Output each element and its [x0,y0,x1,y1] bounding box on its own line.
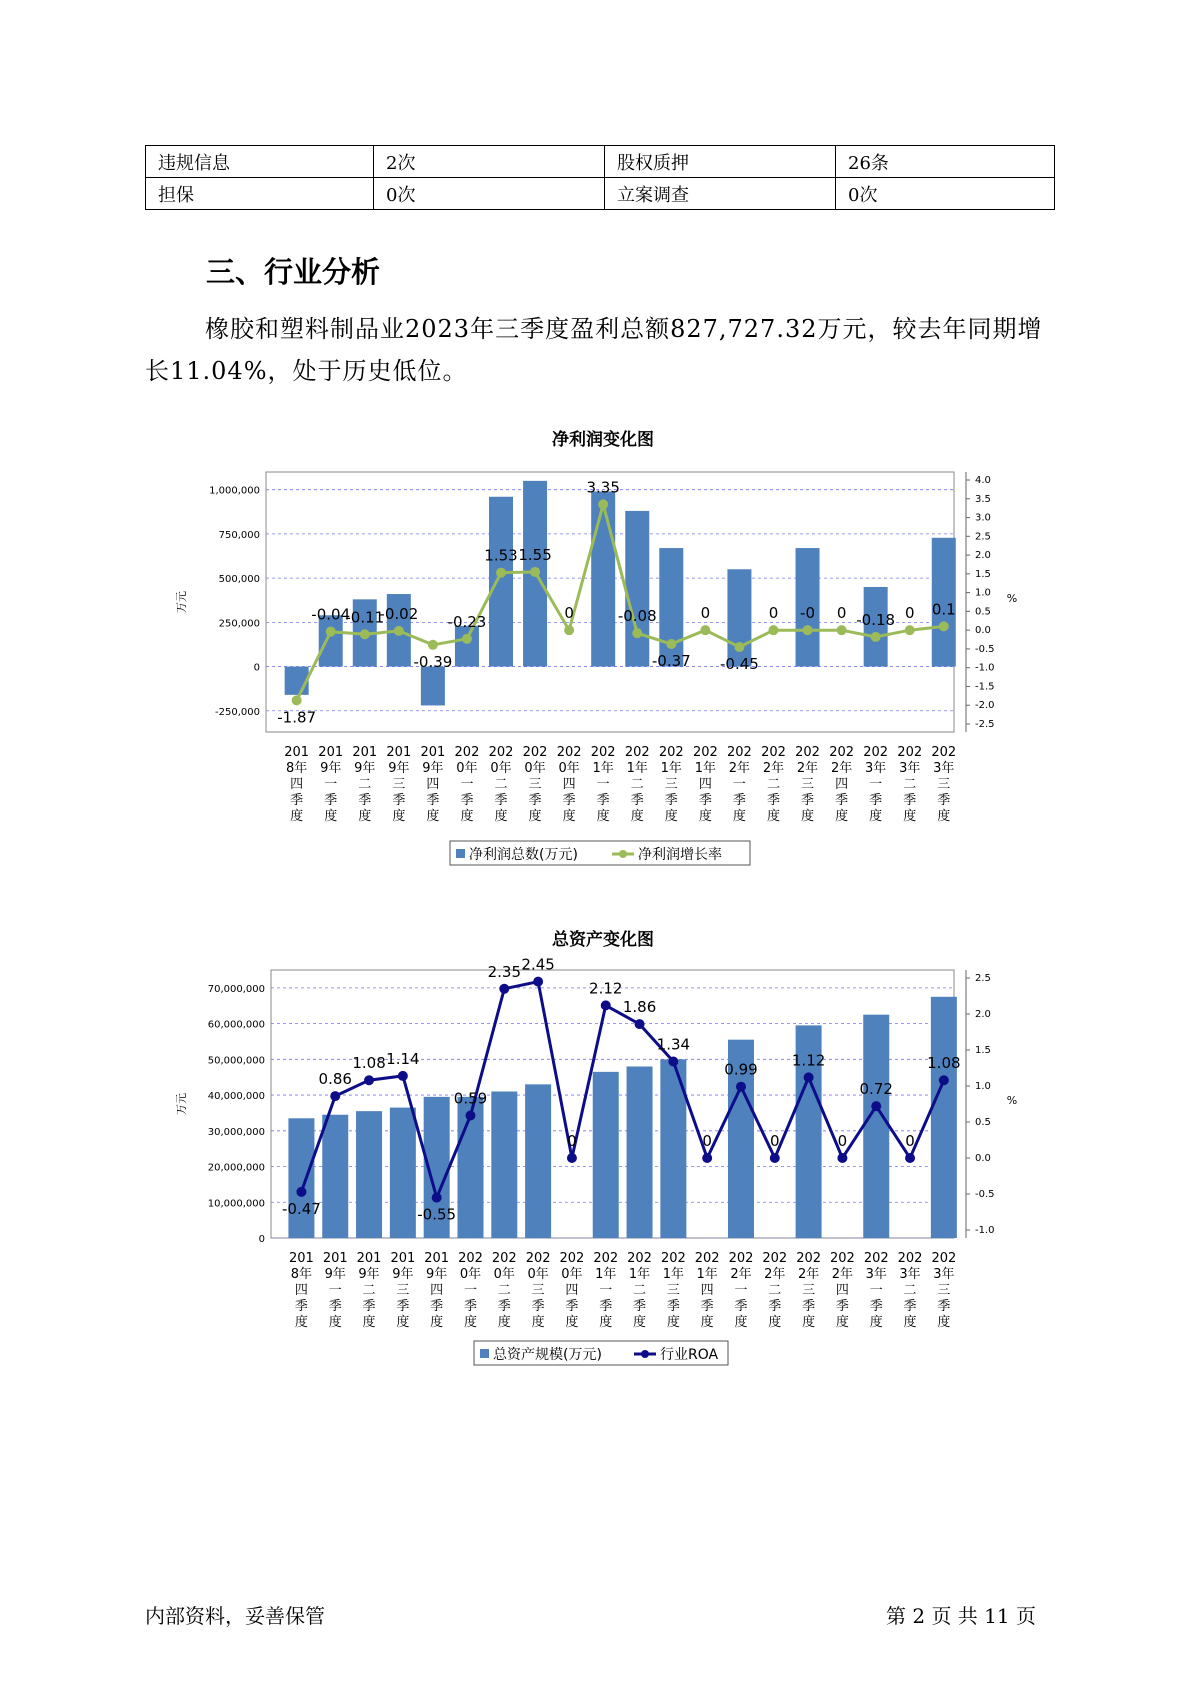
info-table [145,145,1055,210]
bar [491,1091,517,1238]
data-label: 0 [904,604,915,623]
x-tick-label: 202 0年三季度 [522,745,548,824]
y-tick-label: 1,000,000 [209,485,260,497]
table-cell: 违规信息 [146,146,374,178]
x-tick-label: 202 0年二季度 [488,745,514,824]
footer-right: 第 2 页 共 11 页 [886,1604,1036,1628]
data-label: 2.12 [589,979,623,998]
x-tick-label: 201 9年三季度 [386,745,412,824]
legend-swatch-bar [480,1349,489,1358]
y-tick-label: 50,000,000 [207,1055,265,1067]
bar [627,1066,653,1238]
bar [931,997,957,1238]
line-point [702,1153,712,1163]
line-point [734,642,744,652]
x-tick-label: 201 9年一季度 [322,1251,348,1330]
table-row [146,178,1055,210]
y-axis-label: 万元 [175,591,188,613]
bar [625,511,649,667]
table-cell: 26条 [836,146,1055,178]
y-tick-label: 30,000,000 [207,1126,265,1138]
data-label: -0 [800,604,816,623]
data-label: 0.72 [859,1080,893,1099]
data-label: 2.45 [521,955,555,974]
line-point [635,1019,645,1029]
line-point [871,632,881,642]
x-tick-label: 201 9年三季度 [390,1251,416,1330]
line-point [462,634,472,644]
legend-label-line: 净利润增长率 [638,847,722,863]
table-cell: 2次 [374,146,605,178]
line-point [564,625,574,635]
y-tick-label: 500,000 [218,574,260,586]
line-point [530,567,540,577]
y2-tick-label: 1.0 [975,1081,991,1092]
y2-tick-label: 1.5 [975,568,991,580]
legend-swatch-bar [456,849,465,858]
data-label: 0 [768,604,779,623]
table-cell: 0次 [374,178,605,210]
bar [390,1108,416,1238]
line-point [770,1153,780,1163]
x-tick-label: 202 1年四季度 [692,745,718,824]
y2-tick-label: 2.0 [975,550,991,562]
y2-tick-label: -0.5 [975,643,995,655]
data-label: 1.86 [622,998,657,1017]
table-cell: 担保 [146,178,374,210]
y2-tick-label: -0.5 [975,1189,995,1200]
y2-tick-label: 3.5 [975,493,991,505]
x-tick-label: 202 2年四季度 [829,745,855,824]
bar [288,1118,314,1238]
line-point [905,625,915,635]
line-point [364,1075,374,1085]
y-tick-label: 250,000 [218,618,260,630]
data-label: 0 [567,1132,577,1150]
x-tick-label: 202 1年二季度 [627,1251,652,1330]
x-tick-label: 202 2年四季度 [830,1251,855,1330]
line-point [499,984,509,994]
legend-label-bar: 净利润总数(万元) [469,847,578,863]
table-cell: 立案调查 [605,178,836,210]
data-label: -0.47 [282,1199,321,1218]
data-label: -0.02 [379,604,419,623]
y2-tick-label: -1.0 [975,1225,995,1236]
x-tick-label: 202 3年一季度 [863,745,889,824]
line-point [496,568,506,578]
x-tick-label: 202 1年三季度 [658,745,684,824]
y-tick-label: 40,000,000 [207,1091,265,1103]
footer-left: 内部资料，妥善保管 [145,1604,325,1628]
x-tick-label: 202 3年三季度 [931,1251,957,1330]
x-tick-label: 202 0年二季度 [491,1251,517,1330]
line-point [360,629,370,639]
y2-tick-label: -2.5 [975,719,995,730]
line-point [668,1057,678,1067]
y2-axis-label: % [1006,592,1018,605]
line-point [736,1082,746,1092]
y2-tick-label: 2.0 [975,1009,991,1020]
data-label: 2.35 [487,962,522,981]
net-profit-chart [0,420,1191,880]
data-label: 1.12 [791,1051,826,1070]
legend-swatch-point [619,850,627,858]
x-tick-label: 202 0年一季度 [458,1251,483,1330]
y-tick-label: 0 [258,1234,265,1245]
y2-tick-label: -2.0 [975,700,995,712]
bar [863,1015,889,1238]
line-point [837,625,847,635]
total-assets-chart [0,920,1191,1380]
data-label: -0.39 [413,652,453,671]
y2-tick-label: 0.0 [975,625,991,637]
data-label: -0.08 [617,607,657,626]
table-row [146,146,1055,178]
data-label: 0.1 [931,600,956,619]
line-point [768,625,778,635]
data-label: 0 [837,1132,848,1150]
line-point [601,1000,611,1010]
y2-tick-label: -1.5 [975,681,995,693]
line-point [632,628,642,638]
line-point [465,1111,475,1121]
y-axis-label: 万元 [175,1093,188,1115]
x-tick-label: 202 3年二季度 [897,745,923,824]
bar [322,1115,348,1238]
y2-tick-label: 1.5 [975,1045,991,1056]
legend-label-bar: 总资产规模(万元) [493,1347,602,1363]
chart-title: 净利润变化图 [552,430,654,450]
line-point [803,625,813,635]
line-point [804,1072,814,1082]
y2-tick-label: 0.5 [975,606,991,618]
x-tick-label: 202 3年三季度 [931,745,957,824]
y2-tick-label: 1.0 [975,587,991,599]
line-point [292,695,302,705]
data-label: 0 [564,604,574,623]
x-tick-label: 202 0年三季度 [525,1251,551,1330]
bar [489,497,513,667]
x-tick-label: 201 9年一季度 [318,745,344,824]
section-title: 三、行业分析 [206,255,381,289]
data-label: 0.86 [318,1070,352,1089]
data-label: 1.14 [386,1049,420,1068]
bar [525,1084,551,1238]
data-label: 1.08 [927,1054,961,1073]
x-tick-label: 202 2年一季度 [728,1251,754,1330]
line-point [598,499,608,509]
data-label: 1.34 [656,1035,691,1054]
x-tick-label: 201 8年四季度 [284,745,310,824]
x-tick-label: 202 0年四季度 [559,1251,585,1330]
x-tick-label: 202 1年一季度 [590,745,616,824]
y2-tick-label: 0.0 [975,1153,991,1164]
data-label: 0 [700,604,711,623]
y-tick-label: 70,000,000 [207,983,265,995]
x-tick-label: 201 9年二季度 [356,1251,382,1330]
line-point [330,1091,340,1101]
y-tick-label: 750,000 [218,529,260,541]
x-tick-label: 202 1年三季度 [660,1251,686,1330]
data-label: -0.37 [651,652,691,671]
data-label: -0.18 [856,610,896,629]
line-point [428,640,438,650]
bar [593,1072,619,1238]
line-point [398,1071,408,1081]
data-label: -0.11 [345,608,385,627]
data-label: 0.59 [453,1089,488,1108]
analysis-paragraph: 橡胶和塑料制品业2023年三季度盈利总额827,727.32万元，较去年同期增长11.04%，处于历史低位。 [145,315,1043,385]
line-point [905,1153,915,1163]
x-tick-label: 202 2年三季度 [795,745,820,824]
x-tick-label: 201 8年四季度 [289,1251,314,1330]
data-label: 0 [905,1132,915,1150]
x-tick-label: 202 0年四季度 [556,745,582,824]
table-cell: 0次 [836,178,1055,210]
line-point [837,1153,847,1163]
line-point [326,627,336,637]
line-point [533,977,543,987]
y2-tick-label: 0.5 [975,1117,991,1128]
legend-label-line: 行业ROA [660,1347,719,1363]
y2-tick-label: -1.0 [975,662,995,674]
data-label: -0.23 [447,612,487,631]
x-tick-label: 202 2年二季度 [761,745,786,824]
line-point [939,1075,949,1085]
y2-axis-label: % [1006,1094,1018,1107]
x-tick-label: 202 2年二季度 [762,1251,788,1330]
data-label: 0 [702,1132,712,1150]
x-tick-label: 202 3年二季度 [897,1251,923,1330]
data-label: -0.55 [417,1205,457,1224]
y-tick-label: 60,000,000 [207,1019,265,1031]
y-tick-label: -250,000 [215,706,260,718]
data-label: 0.99 [724,1060,758,1079]
chart-title: 总资产变化图 [552,930,654,950]
y-tick-label: 10,000,000 [207,1198,265,1210]
x-tick-label: 202 1年一季度 [593,1251,619,1330]
data-label: 0 [770,1132,780,1150]
x-tick-label: 201 9年二季度 [352,745,378,824]
y2-tick-label: 4.0 [975,475,991,486]
data-label: 1.08 [352,1054,386,1073]
x-tick-label: 202 2年三季度 [796,1251,822,1330]
data-label: 0 [836,604,847,623]
y-tick-label: 20,000,000 [207,1162,265,1174]
x-tick-label: 201 9年四季度 [420,745,446,824]
x-tick-label: 202 3年一季度 [863,1251,889,1330]
data-label: -0.45 [720,655,759,674]
line-point [700,625,710,635]
bar [591,491,615,666]
bar [421,667,445,706]
y2-tick-label: 2.5 [975,531,991,543]
x-tick-label: 201 9年四季度 [424,1251,450,1330]
y2-tick-label: 2.5 [975,973,991,984]
data-label: -1.87 [277,708,317,727]
x-tick-label: 202 2年一季度 [727,745,752,824]
data-label: 3.35 [586,478,620,497]
data-label: -0.04 [311,605,351,624]
line-point [567,1153,577,1163]
line-point [939,621,949,631]
line-point [296,1187,306,1197]
x-tick-label: 202 1年四季度 [694,1251,720,1330]
x-tick-label: 202 0年一季度 [454,745,480,824]
line-point [394,626,404,636]
bar [356,1111,382,1238]
data-label: 1.53 [484,546,518,565]
bar [455,626,479,667]
y2-tick-label: 3.0 [975,512,991,524]
data-label: 1.55 [518,545,552,564]
line-point [666,639,676,649]
line-point [432,1193,442,1203]
x-tick-label: 202 1年二季度 [624,745,650,824]
table-cell: 股权质押 [605,146,836,178]
legend-swatch-point [641,1350,649,1358]
line-point [871,1101,881,1111]
y-tick-label: 0 [253,662,260,674]
